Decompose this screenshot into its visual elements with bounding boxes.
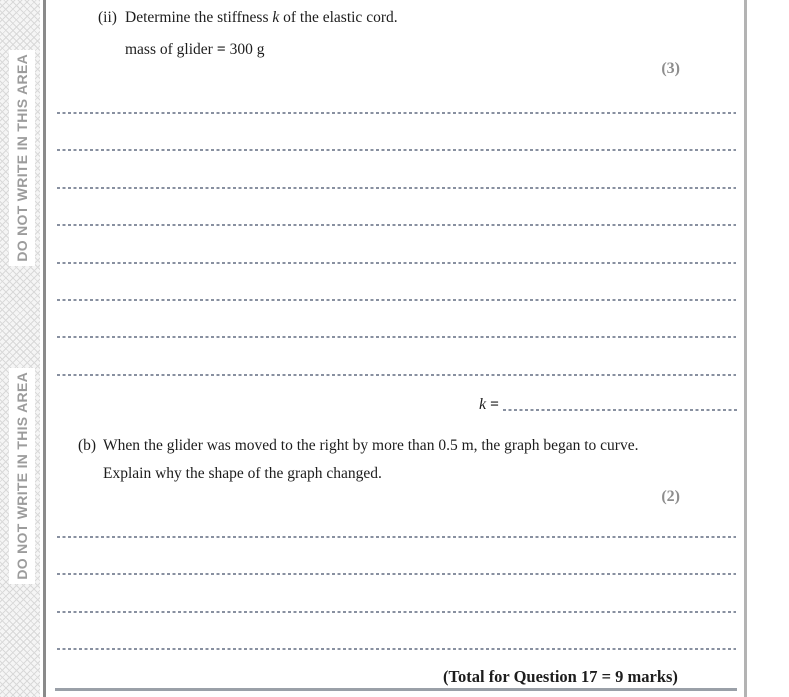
part-ii-text-after-k: of the elastic cord. <box>283 9 398 26</box>
mass-of-glider-line <box>125 41 265 59</box>
mass-value: 300 g <box>229 41 265 58</box>
answer-line[interactable] <box>57 262 736 264</box>
part-ii-text-before-k: Determine the stiffness <box>125 9 269 26</box>
bottom-rule <box>55 688 737 691</box>
total-marks-line: (Total for Question 17 = 9 marks) <box>443 667 678 686</box>
question-part-b <box>78 437 638 455</box>
right-border-rule <box>744 0 747 697</box>
answer-line[interactable] <box>57 573 736 575</box>
k-answer-equals-sign: = <box>490 396 499 413</box>
answer-lines-part-b <box>57 536 736 688</box>
part-b-text: When the glider was moved to the right by more than 0.5 m, the graph began to curve. <box>103 437 639 454</box>
answer-line[interactable] <box>57 611 736 613</box>
question-part-b-prompt: Explain why the shape of the graph changed. <box>103 465 382 482</box>
answer-line[interactable] <box>57 536 736 538</box>
part-b-label: (b) <box>78 437 97 454</box>
mass-equals-sign: = <box>216 41 226 58</box>
left-border-rule <box>43 0 46 697</box>
do-not-write-warning-bottom-text: DO NOT WRITE IN THIS AREA <box>14 372 30 580</box>
answer-lines-part-ii <box>57 112 736 412</box>
answer-line[interactable] <box>57 648 736 650</box>
do-not-write-margin <box>0 0 40 697</box>
marks-part-ii: (3) <box>661 60 680 77</box>
answer-line[interactable] <box>57 299 736 301</box>
answer-line[interactable] <box>57 224 736 226</box>
do-not-write-warning-top <box>9 50 35 266</box>
do-not-write-warning-top-text: DO NOT WRITE IN THIS AREA <box>14 54 30 262</box>
k-answer-row <box>479 396 737 414</box>
answer-line[interactable] <box>57 336 736 338</box>
k-answer-symbol: k <box>479 396 487 413</box>
answer-line[interactable] <box>57 187 736 189</box>
part-ii-label: (ii) <box>98 9 117 26</box>
mass-label: mass of glider <box>125 41 213 58</box>
do-not-write-warning-bottom <box>9 368 35 584</box>
marks-part-b: (2) <box>661 488 680 505</box>
answer-line[interactable] <box>57 374 736 376</box>
answer-line[interactable] <box>57 112 736 114</box>
answer-line[interactable] <box>57 149 736 151</box>
k-variable-symbol: k <box>272 9 280 26</box>
question-part-ii <box>98 9 398 27</box>
k-answer-blank[interactable] <box>503 409 737 411</box>
